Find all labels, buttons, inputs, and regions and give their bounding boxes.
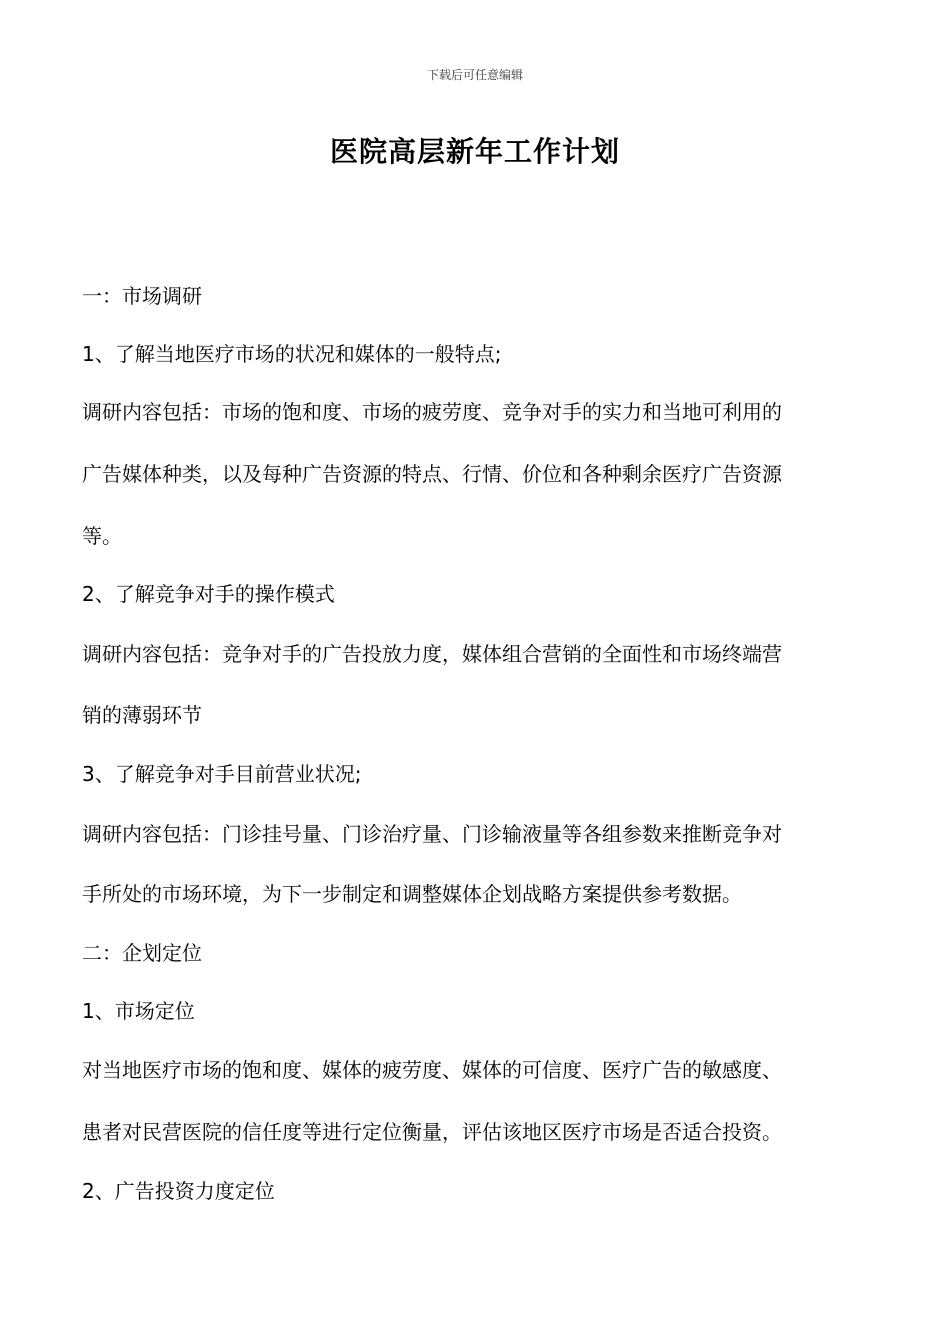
paragraph-line: 患者对民营医院的信任度等进行定位衡量，评估该地区医疗市场是否适合投资。 [82,1120,782,1144]
paragraph-line: 调研内容包括：门诊挂号量、门诊治疗量、门诊输液量等各组参数来推断竞争对 [82,822,782,846]
paragraph-line: 销的薄弱环节 [82,703,202,727]
section-heading-planning-positioning: 二：企划定位 [82,941,202,965]
header-note: 下载后可任意编辑 [426,68,523,82]
item-2-heading: 2、了解竞争对手的操作模式 [82,582,335,606]
item-1-heading: 1、市场定位 [82,999,195,1023]
paragraph-line: 广告媒体种类，以及每种广告资源的特点、行情、价位和各种剩余医疗广告资源 [82,462,782,486]
section-heading-market-research: 一：市场调研 [82,284,202,308]
item-3-heading: 3、了解竞争对手目前营业状况; [82,762,362,786]
item-2-heading: 2、广告投资力度定位 [82,1179,275,1203]
document-title: 医院高层新年工作计划 [329,135,620,168]
paragraph-line: 手所处的市场环境，为下一步制定和调整媒体企划战略方案提供参考数据。 [82,882,742,906]
paragraph-line: 对当地医疗市场的饱和度、媒体的疲劳度、媒体的可信度、医疗广告的敏感度、 [82,1058,782,1082]
paragraph-line: 调研内容包括：竞争对手的广告投放力度，媒体组合营销的全面性和市场终端营 [82,642,782,666]
paragraph-line: 调研内容包括：市场的饱和度、市场的疲劳度、竞争对手的实力和当地可利用的 [82,400,782,424]
paragraph-line: 等。 [82,524,122,548]
item-1-heading: 1、了解当地医疗市场的状况和媒体的一般特点; [82,342,502,366]
